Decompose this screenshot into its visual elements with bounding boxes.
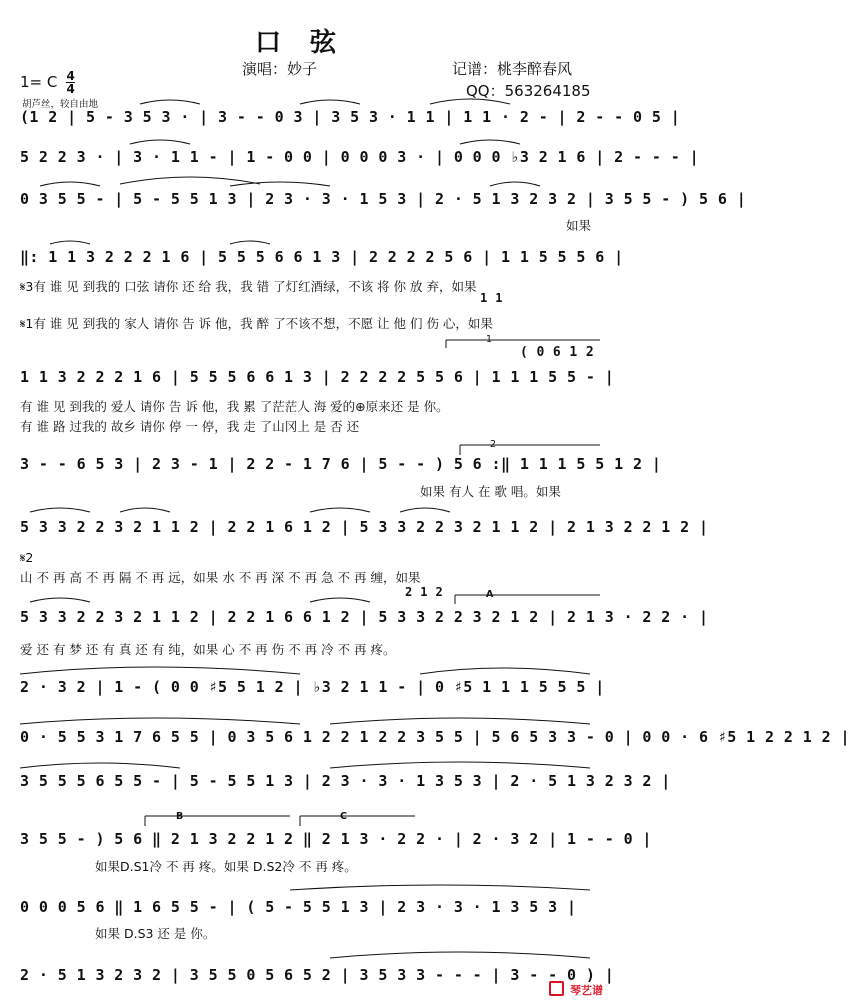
notation-row: 5 2 2 3 · | 3 · 1 1 - | 1 - 0 0 | 0 0 0 3 · | 0 0 0 ♭3 2 1 6 | 2 - - - | <box>20 148 700 166</box>
key-signature <box>20 70 75 95</box>
notation-row: 0 0 0 5 6 ‖ 1 6 5 5 - | ( 5 - 5 5 1 3 | 2 3 · 3 · 1 3 5 3 | <box>20 898 577 916</box>
notation-row: 2 · 3 2 | 1 - ( 0 0 ♯5 5 1 2 | ♭3 2 1 1 - | 0 ♯5 1 1 1 5 5 5 | <box>20 678 605 696</box>
coda-b-label: B <box>176 811 184 822</box>
notation-row: 3 5 5 5 6 5 5 - | 5 - 5 5 1 3 | 2 3 · 3 · 1 3 5 3 | 2 · 5 1 3 2 3 2 | <box>20 772 671 790</box>
notation-row: 0 3 5 5 - | 5 - 5 5 1 3 | 2 3 · 3 · 1 5 3 | 2 · 5 1 3 2 3 2 | 3 5 5 - ) 5 6 | <box>20 190 747 208</box>
singer-credit: 演唱：妙子 <box>242 60 318 78</box>
lyric-line: 山 不 再 高 不 再 隔 不 再 远，如果 水 不 再 深 不 再 急 不 再 缠，如果 <box>20 570 421 585</box>
instrument-note: 胡芦丝，较自由地 <box>22 99 99 110</box>
notation-row: (1 2 | 5 - 3 5 3 · | 3 - - 0 3 | 3 5 3 · 1 1 | 1 1 · 2 - | 2 - - 0 5 | <box>20 108 681 126</box>
pickup-212: 2 1 2 <box>405 585 444 599</box>
transcriber-credit: 记谱：桃李醉春风 <box>452 60 573 78</box>
watermark-logo <box>549 981 603 998</box>
lyric-line: 如果 D.S3 还 是 你。 <box>95 926 216 941</box>
volta-1-label: 1 <box>486 334 493 345</box>
notation-row: 5 3 3 2 2 3 2 1 1 2 | 2 2 1 6 1 2 | 5 3 3 2 2 3 2 1 1 2 | 2 1 3 2 2 1 2 | <box>20 518 709 536</box>
volta-2-label: 2 <box>490 439 497 450</box>
time-signature <box>66 70 74 95</box>
qq-contact: QQ：563264185 <box>466 82 591 100</box>
pickup-phrase: ( 0 6 1 2 <box>520 345 595 360</box>
lyric-line: 有 谁 见 到我的 爱人 请你 告 诉 他，我 累 了茫茫人 海 爱的⊕原来还 是 你。 <box>20 399 449 414</box>
notation-row: 1 1 3 2 2 2 1 6 | 5 5 5 6 6 1 3 | 2 2 2 2 5 5 6 | 1 1 1 5 5 - | <box>20 368 615 386</box>
pickup-11: 1 1 <box>480 291 503 305</box>
notation-row: 3 5 5 - ) 5 6 ‖ 2 1 3 2 2 1 2 ‖ 2 1 3 · 2 2 · | 2 · 3 2 | 1 - - 0 | <box>20 830 652 848</box>
notation-row: 3 - - 6 5 3 | 2 3 - 1 | 2 2 - 1 7 6 | 5 - - ) 5 6 :‖ 1 1 1 5 5 1 2 | <box>20 455 662 473</box>
time-denominator: 4 <box>66 82 75 96</box>
coda-c-label: C <box>340 811 347 822</box>
notation-row: 5 3 3 2 2 3 2 1 1 2 | 2 2 1 6 6 1 2 | 5 3 3 2 2 3 2 1 2 | 2 1 3 · 2 2 · | <box>20 608 709 626</box>
lyric-line: 如果 有人 在 歌 唱。如果 <box>420 484 561 499</box>
logo-text: 琴艺谱 <box>570 984 603 997</box>
time-numerator: 4 <box>66 69 75 83</box>
logo-icon <box>549 981 564 996</box>
lyric-line: 有 谁 路 过我的 故乡 请你 停 一 停，我 走 了山冈上 是 否 还 <box>20 419 360 434</box>
lyric-line: 𝄋1有 谁 见 到我的 家人 请你 告 诉 他，我 醉 了不该不想，不愿 让 他 们 伤 心，如果 <box>20 316 493 331</box>
lyric-line: 如果 <box>566 218 592 233</box>
score-title: 口 弦 <box>255 28 347 58</box>
key-label: 1= C <box>20 73 58 91</box>
notation-row: ‖: 1 1 3 2 2 2 1 6 | 5 5 5 6 6 1 3 | 2 2 2 2 5 6 | 1 1 5 5 5 6 | <box>20 248 624 266</box>
notation-row: 2 · 5 1 3 2 3 2 | 3 5 5 0 5 6 5 2 | 3 5 3 3 - - - | 3 - - 0 ) | <box>20 966 615 984</box>
lyric-line: 爱 还 有 梦 还 有 真 还 有 纯，如果 心 不 再 伤 不 再 冷 不 再 疼。 <box>20 642 396 657</box>
lyric-line: 𝄋2 <box>20 550 34 565</box>
coda-a-label: A <box>486 589 494 600</box>
lyric-line: 如果D.S1冷 不 再 疼。如果 D.S2冷 不 再 疼。 <box>95 859 357 874</box>
lyric-line: 𝄋3有 谁 见 到我的 口弦 请你 还 给 我，我 错 了灯红酒绿，不该 将 你 放 弃，如果 <box>20 279 477 294</box>
notation-row: 0 · 5 5 3 1 7 6 5 5 | 0 3 5 6 1 2 2 1 2 2 3 5 5 | 5 6 5 3 3 - 0 | 0 0 · 6 ♯5 1 2 2 1 2 | <box>20 728 850 746</box>
